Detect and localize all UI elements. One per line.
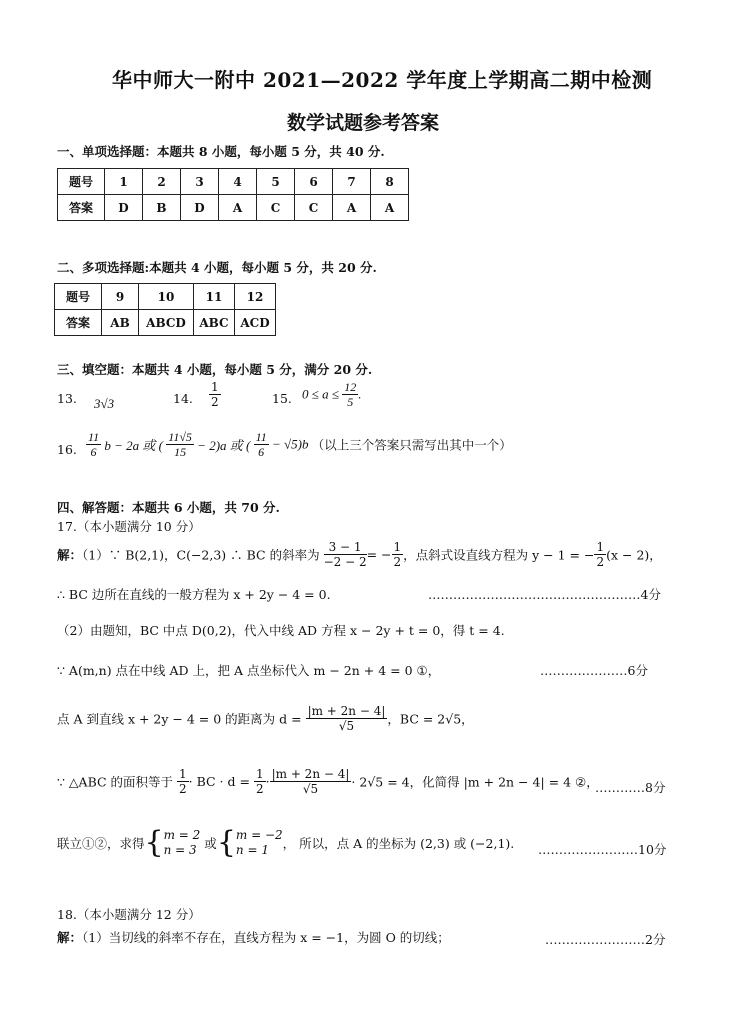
fraction-denominator: 2 xyxy=(255,782,264,796)
fraction-denominator: 15 xyxy=(174,445,187,459)
fraction-numerator: 1 xyxy=(393,540,402,554)
fraction-denominator: √5 xyxy=(302,782,319,796)
question-number: 3 xyxy=(181,169,219,195)
question-number: 8 xyxy=(371,169,409,195)
fraction-denominator: 2 xyxy=(393,555,402,569)
q17-text: （1）∵ B(2,1)，C(−2,3) ∴ BC 的斜率为 xyxy=(82,547,320,563)
q17-line2: ∴ BC 边所在直线的一般方程为 x + 2y − 4 = 0. xyxy=(57,587,331,602)
answer-cell: ACD xyxy=(235,310,276,336)
q15-answer: 0 ≤ a ≤ $\frac{12}{5}$ . xyxy=(302,380,362,409)
equation-system xyxy=(164,828,201,858)
fraction-numerator: 1 xyxy=(179,767,187,781)
q17-text: ，点斜式设直线方程为 y − 1 = − xyxy=(403,547,595,563)
fraction-denominator: 2 xyxy=(211,395,219,409)
section3-heading: 三、填空题：本题共 4 小题，每小题 5 分，满分 20 分. xyxy=(57,362,373,377)
fraction-numerator: 1 xyxy=(211,380,219,394)
q16-part: − √5)b xyxy=(271,436,309,452)
equation-system xyxy=(236,828,283,858)
table-row xyxy=(58,195,409,221)
answer-cell: B xyxy=(143,195,181,221)
question-number: 11 xyxy=(194,284,235,310)
q16-note: （以上三个答案只需写出其中一个） xyxy=(311,438,512,453)
solution-label: 解： xyxy=(57,930,83,945)
table-row xyxy=(55,284,276,310)
fraction-numerator: 1 xyxy=(596,540,605,554)
question-number: 7 xyxy=(333,169,371,195)
question-number: 10 xyxy=(139,284,194,310)
q17-text: ∵ △ABC 的面积等于 xyxy=(57,774,174,790)
q17-score-8: …………8分 xyxy=(595,780,666,795)
answer-cell: A xyxy=(371,195,409,221)
question-number: 1 xyxy=(105,169,143,195)
answer-cell: ABC xyxy=(194,310,235,336)
q13-answer: 3√3 xyxy=(94,396,115,411)
question-number: 12 xyxy=(235,284,276,310)
q17-text: · BC · d = xyxy=(188,774,250,789)
section1-heading: 一、单项选择题：本题共 8 小题，每小题 5 分，共 40 分. xyxy=(57,144,385,159)
q17-score-10: ……………………10分 xyxy=(538,842,667,857)
fraction-denominator: 2 xyxy=(179,782,187,796)
fraction-numerator: 1 xyxy=(255,767,264,781)
equation: n = 1 xyxy=(235,843,269,857)
q16-number: 16. xyxy=(57,442,77,457)
q16-part: b − 2a 或 ( xyxy=(104,438,163,453)
q18-text: （1）当切线的斜率不存在，直线方程为 x = −1，为圆 O 的切线； xyxy=(82,930,450,945)
fraction-numerator: 3 − 1 xyxy=(324,540,367,555)
answer-cell: A xyxy=(333,195,371,221)
q17-text: 点 A 到直线 x + 2y − 4 = 0 的距离为 d = xyxy=(57,711,302,727)
table-header-cell: 题号 xyxy=(55,284,102,310)
answer-cell: C xyxy=(257,195,295,221)
q13-number: 13. xyxy=(57,391,77,406)
fraction-denominator: 2 xyxy=(596,555,605,569)
q17-line6 xyxy=(57,767,599,796)
fraction-denominator: √5 xyxy=(338,719,355,733)
q17-line3: （2）由题知，BC 中点 D(0,2)，代入中线 AD 方程 x − 2y + t = 0，得 t = 4. xyxy=(57,623,505,638)
q17-score-6: …………………6分 xyxy=(540,663,648,678)
equation: n = 3 xyxy=(163,843,197,857)
document-title: 华中师大一附中 2021—2022 学年度上学期高二期中检测 xyxy=(112,68,653,92)
q18-score-2: ……………………2分 xyxy=(545,932,666,947)
answer-cell: A xyxy=(219,195,257,221)
table-row xyxy=(55,310,276,336)
q17-score-4: ……………………………………………4分 xyxy=(428,587,661,602)
answer-cell: AB xyxy=(102,310,139,336)
question-number: 2 xyxy=(143,169,181,195)
q17-text: · 2√5 = 4，化简得 |m + 2n − 4| = 4 ②， xyxy=(351,774,599,790)
fraction-numerator: 12 xyxy=(344,380,357,394)
fraction-numerator: 11 xyxy=(88,430,100,444)
q18-label: 18.（本小题满分 12 分） xyxy=(57,907,201,922)
section2-answer-table xyxy=(54,283,276,336)
q14-number: 14. xyxy=(173,391,193,406)
fraction-numerator: |m + 2n − 4| xyxy=(271,767,350,781)
answer-cell: ABCD xyxy=(139,310,194,336)
table-header-cell: 答案 xyxy=(58,195,105,221)
document-subtitle: 数学试题参考答案 xyxy=(287,112,440,134)
left-brace: { xyxy=(144,825,164,860)
q17-text: · xyxy=(265,774,270,789)
left-brace: { xyxy=(216,825,236,860)
q15-number: 15. xyxy=(272,391,292,406)
answer-cell: D xyxy=(105,195,143,221)
q17-text: = − xyxy=(366,547,392,562)
fraction-numerator: 11√5 xyxy=(168,430,192,444)
q18-line1 xyxy=(57,928,450,946)
q17-label: 17.（本小题满分 10 分） xyxy=(57,519,201,534)
q17-text: 联立①②，求得 xyxy=(57,836,145,851)
question-number: 6 xyxy=(295,169,333,195)
equation: m = 2 xyxy=(163,828,201,842)
q17-line1 xyxy=(57,540,662,569)
answer-cell: D xyxy=(181,195,219,221)
q17-text: (x − 2)， xyxy=(606,547,662,563)
section1-answer-table xyxy=(57,168,409,221)
q17-text: ，BC = 2√5， xyxy=(387,711,474,727)
q17-text: 或 xyxy=(204,836,217,851)
q17-line5 xyxy=(57,704,474,733)
fraction-denominator: 6 xyxy=(90,445,97,459)
fraction-denominator: 5 xyxy=(347,395,354,409)
section4-heading: 四、解答题：本题共 6 小题，共 70 分. xyxy=(57,500,280,515)
q16-answer xyxy=(86,430,512,459)
equation: m = −2 xyxy=(235,828,283,842)
question-number: 4 xyxy=(219,169,257,195)
section2-heading: 二、多项选择题:本题共 4 小题，每小题 5 分，共 20 分. xyxy=(57,260,377,275)
q17-line4: ∵ A(m,n) 点在中线 AD 上，把 A 点坐标代入 m − 2n + 4 = 0 ①， xyxy=(57,663,441,678)
q17-line7 xyxy=(57,825,515,860)
solution-label: 解： xyxy=(57,547,83,563)
table-header-cell: 答案 xyxy=(55,310,102,336)
fraction-denominator: 6 xyxy=(258,445,265,459)
q14-answer xyxy=(209,380,221,409)
table-row xyxy=(58,169,409,195)
fraction-denominator: −2 − 2 xyxy=(323,555,367,569)
question-number: 9 xyxy=(102,284,139,310)
fraction-numerator: |m + 2n − 4| xyxy=(307,704,386,718)
answer-cell: C xyxy=(295,195,333,221)
question-number: 5 xyxy=(257,169,295,195)
q17-text: ， 所以，点 A 的坐标为 (2,3) 或 (−2,1). xyxy=(282,836,515,851)
q15-inequality: 0 ≤ a ≤ xyxy=(302,386,340,402)
table-header-cell: 题号 xyxy=(58,169,105,195)
q16-part: − 2)a 或 ( xyxy=(197,438,251,453)
fraction-numerator: 11 xyxy=(255,430,267,444)
